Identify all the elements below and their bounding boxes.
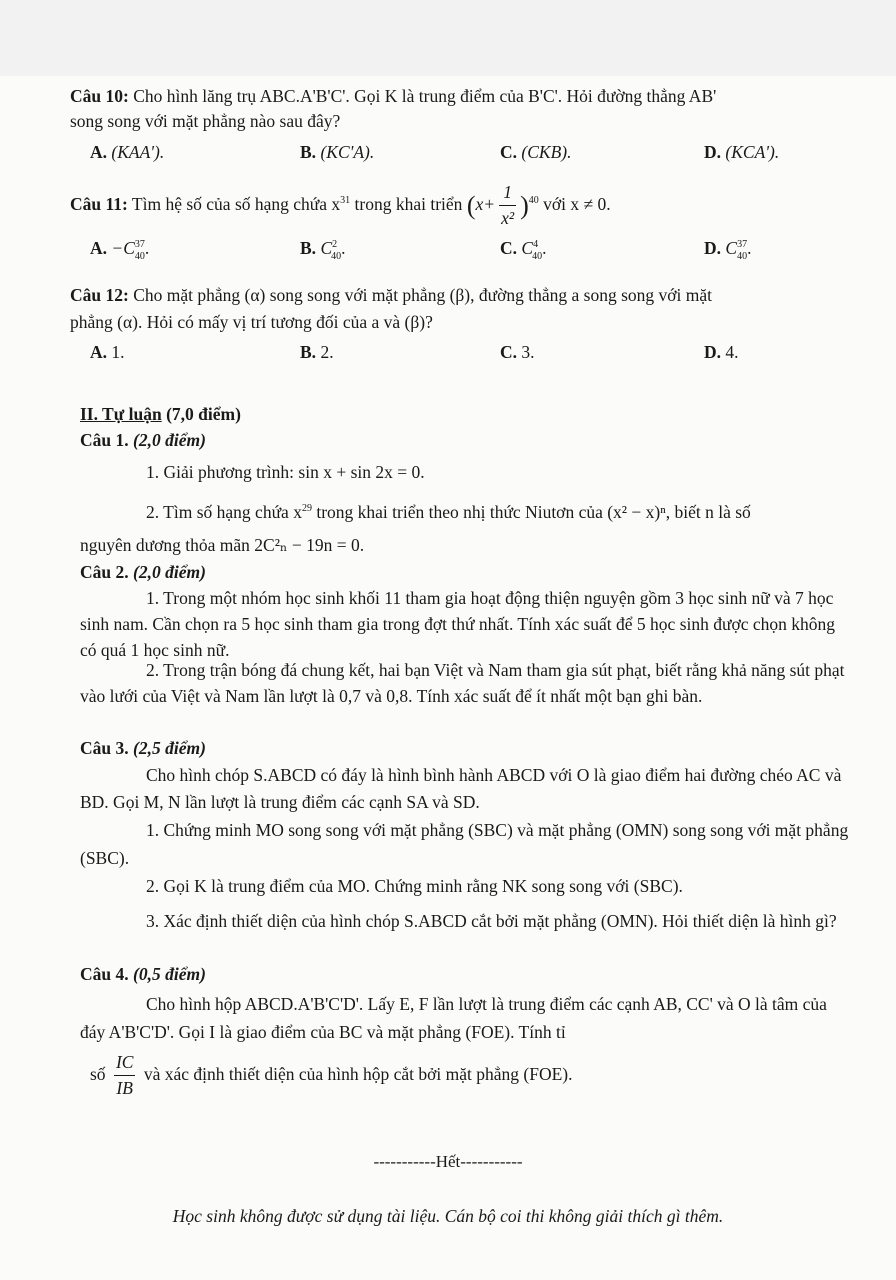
cau-2-part-1: 1. Trong một nhóm học sinh khối 11 tham gia hoạt động thiện nguyện gồm 3 học sinh nữ và 7 học sinh nam. Cần chọn ra 5 học sinh tham gia trong đợt thứ nhất. Tính xác suất để 5 học sinh được chọn không có quá 1 học sinh nữ. xyxy=(80,588,836,660)
cau-3-intro: Cho hình chóp S.ABCD có đáy là hình bình hành ABCD với O là giao điểm hai đường chéo AC và BD. Gọi M, N lần lượt là trung điểm các cạnh SA và SD. xyxy=(80,765,842,813)
option-d: D. $C^{37}_{40}$. xyxy=(704,238,752,262)
question-10-options xyxy=(90,142,850,168)
question-10-stem-line2: song song với mặt phẳng nào sau đây? xyxy=(70,111,341,132)
question-11-options xyxy=(90,238,850,264)
cau-1-part-2: 2. Tìm số hạng chứa $x^{29}$ trong khai triển theo nhị thức Niutơn của (x² − x)ⁿ, biết n là số nguyên dương thỏa mãn 2C²ₙ − 19n = 0. xyxy=(80,502,751,556)
option-b: B. (KC'A). xyxy=(300,142,375,162)
fraction: $\frac{1}{\text{x²}}$ xyxy=(501,182,515,229)
cau-2-title: Câu 2. (2,0 điểm) xyxy=(80,562,206,582)
cau-3-part-3: 3. Xác định thiết diện của hình chóp S.ABCD cắt bởi mặt phẳng (OMN). Hỏi thiết diện là hình gì? xyxy=(146,911,837,931)
section-heading: II. Tự luận (7,0 điểm) xyxy=(80,404,241,424)
question-11: Câu 11: Tìm hệ số của số hạng chứa $x^{31}$ trong khai triển (x+ $\frac{1}{\text{x²}}$ )$^{40}$ với x ≠ 0. xyxy=(70,180,860,232)
option-d: D. 4. xyxy=(704,342,739,362)
question-10-stem: Cho hình lăng trụ ABC.A'B'C'. Gọi K là trung điểm của B'C'. Hỏi đường thẳng AB' xyxy=(128,86,717,106)
ratio-fraction: $\frac{IC}{IB}$ xyxy=(115,1052,134,1099)
end-marker: -----------Hết----------- xyxy=(373,1152,523,1171)
cau-3-title: Câu 3. (2,5 điểm) xyxy=(80,738,206,758)
question-10 xyxy=(70,84,860,135)
exam-note: Học sinh không được sử dụng tài liệu. Cán bộ coi thi không giải thích gì thêm. xyxy=(172,1206,724,1226)
cau-3-part-2: 2. Gọi K là trung điểm của MO. Chứng minh rằng NK song song với (SBC). xyxy=(146,876,683,896)
question-12-options xyxy=(90,342,850,368)
question-10-label: Câu 10: xyxy=(70,86,129,106)
option-b: B. $C^2_{40}$. xyxy=(300,238,346,262)
option-a: A. (KAA'). xyxy=(90,142,165,162)
option-a: A. 1. xyxy=(90,342,125,362)
question-12: Câu 12: Cho mặt phẳng (α) song song với mặt phẳng (β), đường thẳng a song song với mặt phẳng (α). Hỏi có mấy vị trí tương đối của a và (β)? xyxy=(70,285,713,333)
cau-4-title: Câu 4. (0,5 điểm) xyxy=(80,964,206,984)
cau-1-title: Câu 1. (2,0 điểm) xyxy=(80,430,206,450)
option-a: A. $-C^{37}_{40}$. xyxy=(90,238,150,262)
option-b: B. 2. xyxy=(300,342,334,362)
option-c: C. (CKB). xyxy=(500,142,572,162)
option-c: C. $C^4_{40}$. xyxy=(500,238,547,262)
question-11-label: Câu 11: xyxy=(70,193,128,214)
cau-4-ratio: số $\frac{IC}{IB}$ và xác định thiết diện của hình hộp cắt bởi mặt phẳng (FOE). xyxy=(90,1050,850,1102)
cau-3-part-1: 1. Chứng minh MO song song với mặt phẳng (SBC) và mặt phẳng (OMN) song song với mặt phẳng (SBC). xyxy=(80,820,849,868)
cau-2-part-2: 2. Trong trận bóng đá chung kết, hai bạn Việt và Nam tham gia sút phạt, biết rằng khả năng sút phạt vào lưới của Việt và Nam lần lượt là 0,7 và 0,8. Tính xác suất để ít nhất một bạn ghi bàn. xyxy=(80,660,845,706)
cau-4-intro: Cho hình hộp ABCD.A'B'C'D'. Lấy E, F lần lượt là trung điểm các cạnh AB, CC' và O là tâm của đáy A'B'C'D'. Gọi I là giao điểm của BC và mặt phẳng (FOE). Tính tỉ xyxy=(80,994,827,1042)
option-c: C. 3. xyxy=(500,342,535,362)
question-12-label: Câu 12: xyxy=(70,285,129,305)
top-margin xyxy=(0,0,896,76)
option-d: D. (KCA'). xyxy=(704,142,780,162)
cau-1-part-1: 1. Giải phương trình: sin x + sin 2x = 0. xyxy=(146,462,425,482)
